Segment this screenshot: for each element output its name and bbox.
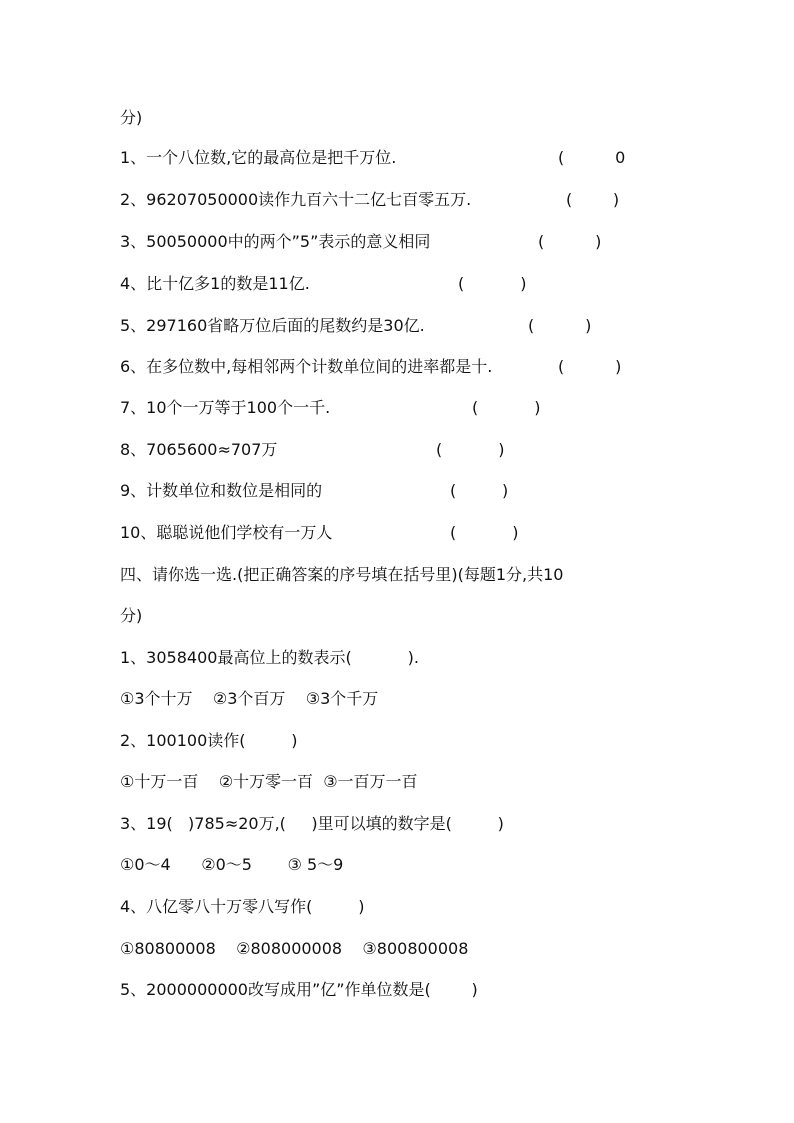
section4-title: 四、请你选一选.(把正确答案的序号填在括号里)(每题1分,共10 — [120, 565, 564, 584]
judge-item-1-text: 1、一个八位数,它的最高位是把千万位. — [120, 148, 397, 167]
judge-item-7-answer[interactable]: ( ) — [472, 398, 541, 417]
judge-item-7-text: 7、10个一万等于100个一千. — [120, 398, 331, 417]
choice-item-5-question: 5、2000000000改写成用”亿”作单位数是( ) — [120, 980, 478, 999]
judge-item-5-text: 5、297160省略万位后面的尾数约是30亿. — [120, 316, 425, 335]
judge-item-8-answer[interactable]: ( ) — [436, 440, 505, 459]
judge-item-10-text: 10、聪聪说他们学校有一万人 — [120, 523, 333, 542]
choice-item-4-question: 4、八亿零八十万零八写作( ) — [120, 897, 365, 916]
choice-item-1-options: ①3个十万 ②3个百万 ③3个千万 — [120, 689, 379, 708]
choice-item-4-options: ①80800008 ②808000008 ③800800008 — [120, 939, 469, 958]
section4-title-tail: 分) — [120, 606, 143, 625]
judge-item-3-text: 3、50050000中的两个”5”表示的意义相同 — [120, 232, 431, 251]
judge-item-5-answer[interactable]: ( ) — [528, 316, 592, 335]
judge-item-3-answer[interactable]: ( ) — [538, 232, 602, 251]
choice-item-1-question: 1、3058400最高位上的数表示( ). — [120, 648, 419, 667]
judge-item-2-answer[interactable]: ( ) — [566, 190, 620, 209]
choice-item-2-options: ①十万一百 ②十万零一百 ③一百万一百 — [120, 772, 418, 791]
judge-item-2-text: 2、96207050000读作九百六十二亿七百零五万. — [120, 190, 472, 209]
judge-item-9-answer[interactable]: ( ) — [450, 481, 509, 500]
judge-item-6-text: 6、在多位数中,每相邻两个计数单位间的进率都是十. — [120, 357, 493, 376]
section3-title-tail: 分) — [120, 108, 143, 127]
choice-item-3-question: 3、19( )785≈20万,( )里可以填的数字是( ) — [120, 814, 504, 833]
judge-item-4-text: 4、比十亿多1的数是11亿. — [120, 274, 310, 293]
judge-item-6-answer[interactable]: ( ) — [558, 357, 622, 376]
judge-item-10-answer[interactable]: ( ) — [450, 523, 519, 542]
judge-item-1-answer[interactable]: ( 0 — [558, 148, 626, 167]
judge-item-9-text: 9、计数单位和数位是相同的 — [120, 481, 323, 500]
choice-item-2-question: 2、100100读作( ) — [120, 731, 298, 750]
choice-item-3-options: ①0～4 ②0～5 ③ 5～9 — [120, 855, 344, 874]
judge-item-8-text: 8、7065600≈707万 — [120, 440, 278, 459]
judge-item-4-answer[interactable]: ( ) — [458, 274, 527, 293]
